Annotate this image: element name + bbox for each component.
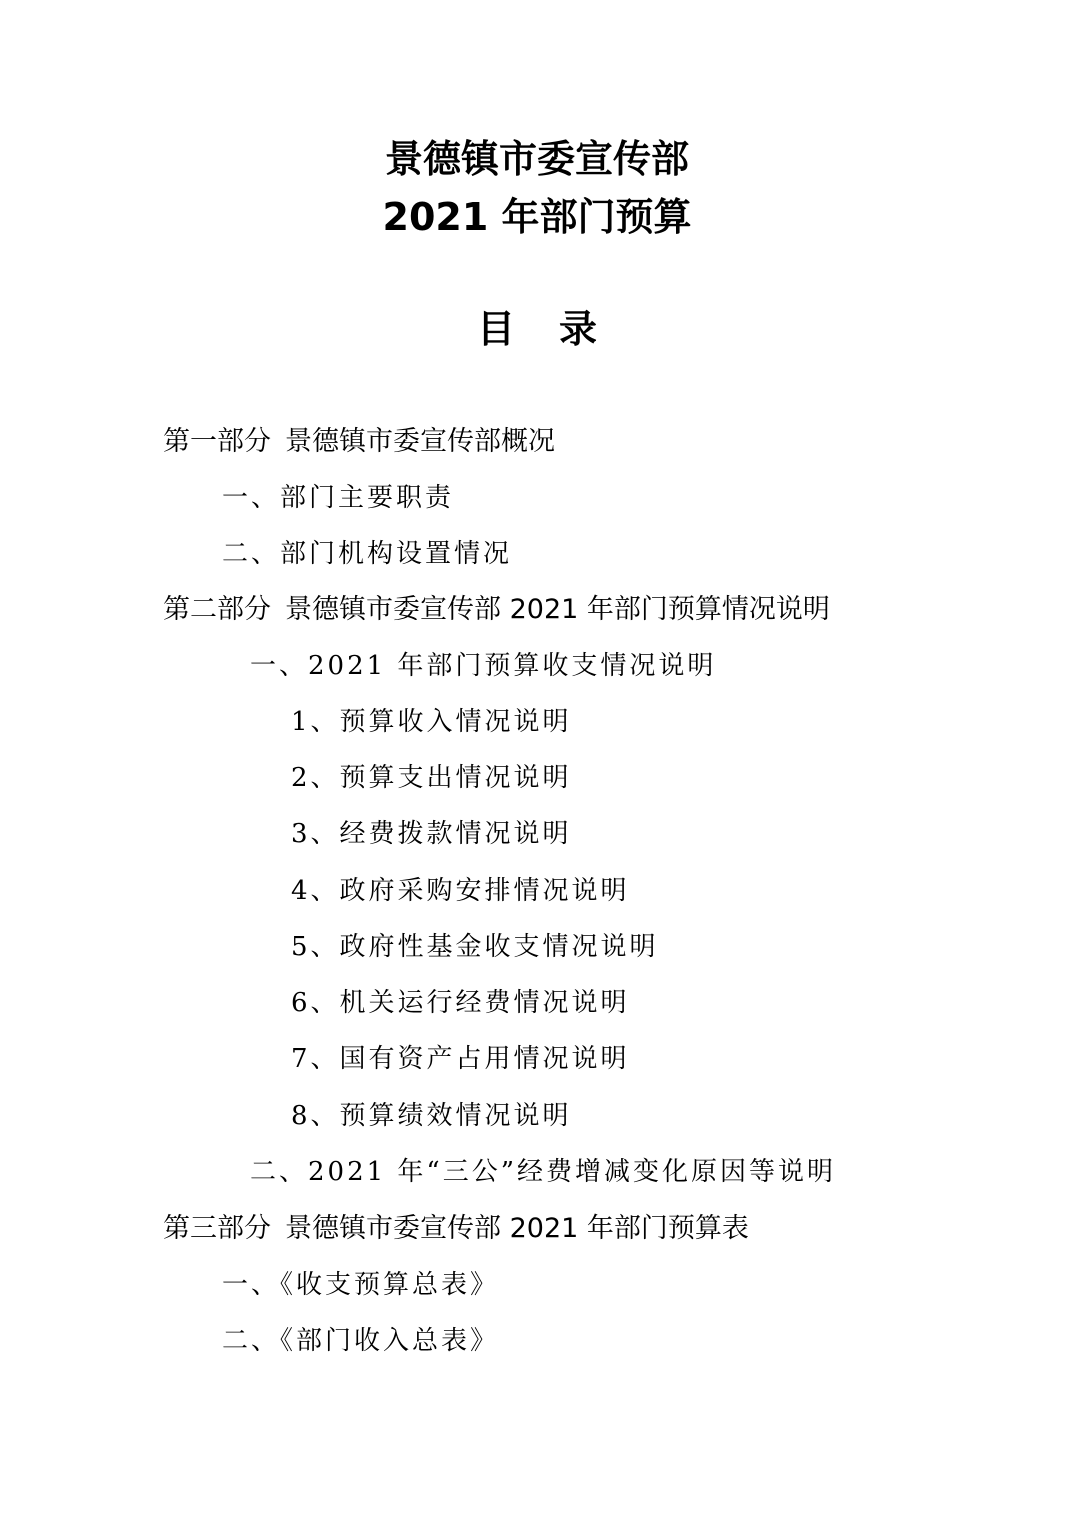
toc-part2-subitem-5[interactable]: 5、政府性基金收支情况说明 — [291, 932, 659, 962]
toc-part2-subitem-3[interactable]: 3、经费拨款情况说明 — [291, 819, 572, 849]
toc-part3-item-1[interactable]: 一、《收支预算总表》 — [222, 1270, 500, 1300]
toc-heading: 目录 — [476, 307, 641, 351]
toc-part2-subitem-2[interactable]: 2、预算支出情况说明 — [291, 763, 572, 793]
toc-part2-subitem-6[interactable]: 6、机关运行经费情况说明 — [291, 988, 630, 1018]
toc-part2-subitem-4[interactable]: 4、政府采购安排情况说明 — [291, 876, 630, 906]
toc-part1-item-1[interactable]: 一、部门主要职责 — [222, 483, 455, 513]
toc-part2-section-2[interactable]: 二、2021 年“三公”经费增减变化原因等说明 — [250, 1157, 837, 1187]
toc-part3-label: 第三部分 — [163, 1213, 271, 1244]
toc-part2-subitem-1[interactable]: 1、预算收入情况说明 — [291, 707, 572, 737]
toc-part2-subitem-7[interactable]: 7、国有资产占用情况说明 — [291, 1044, 630, 1074]
toc-part3[interactable] — [163, 1215, 749, 1242]
toc-part1-title: 景德镇市委宣传部概况 — [285, 426, 555, 457]
toc-part1-item-2[interactable]: 二、部门机构设置情况 — [222, 539, 513, 569]
document-title-line1: 景德镇市委宣传部 — [384, 137, 689, 181]
toc-part1[interactable] — [163, 428, 555, 455]
toc-part2-title: 景德镇市委宣传部 2021 年部门预算情况说明 — [285, 594, 830, 625]
toc-part2-label: 第二部分 — [163, 594, 271, 625]
toc-part3-item-2[interactable]: 二、《部门收入总表》 — [222, 1326, 500, 1356]
document-title-line2: 2021 年部门预算 — [382, 195, 692, 239]
toc-part3-title: 景德镇市委宣传部 2021 年部门预算表 — [285, 1213, 749, 1244]
toc-part2[interactable] — [163, 596, 830, 623]
toc-part2-subitem-8[interactable]: 8、预算绩效情况说明 — [291, 1101, 572, 1131]
toc-part1-label: 第一部分 — [163, 426, 271, 457]
toc-part2-section-1[interactable]: 一、2021 年部门预算收支情况说明 — [250, 651, 717, 681]
